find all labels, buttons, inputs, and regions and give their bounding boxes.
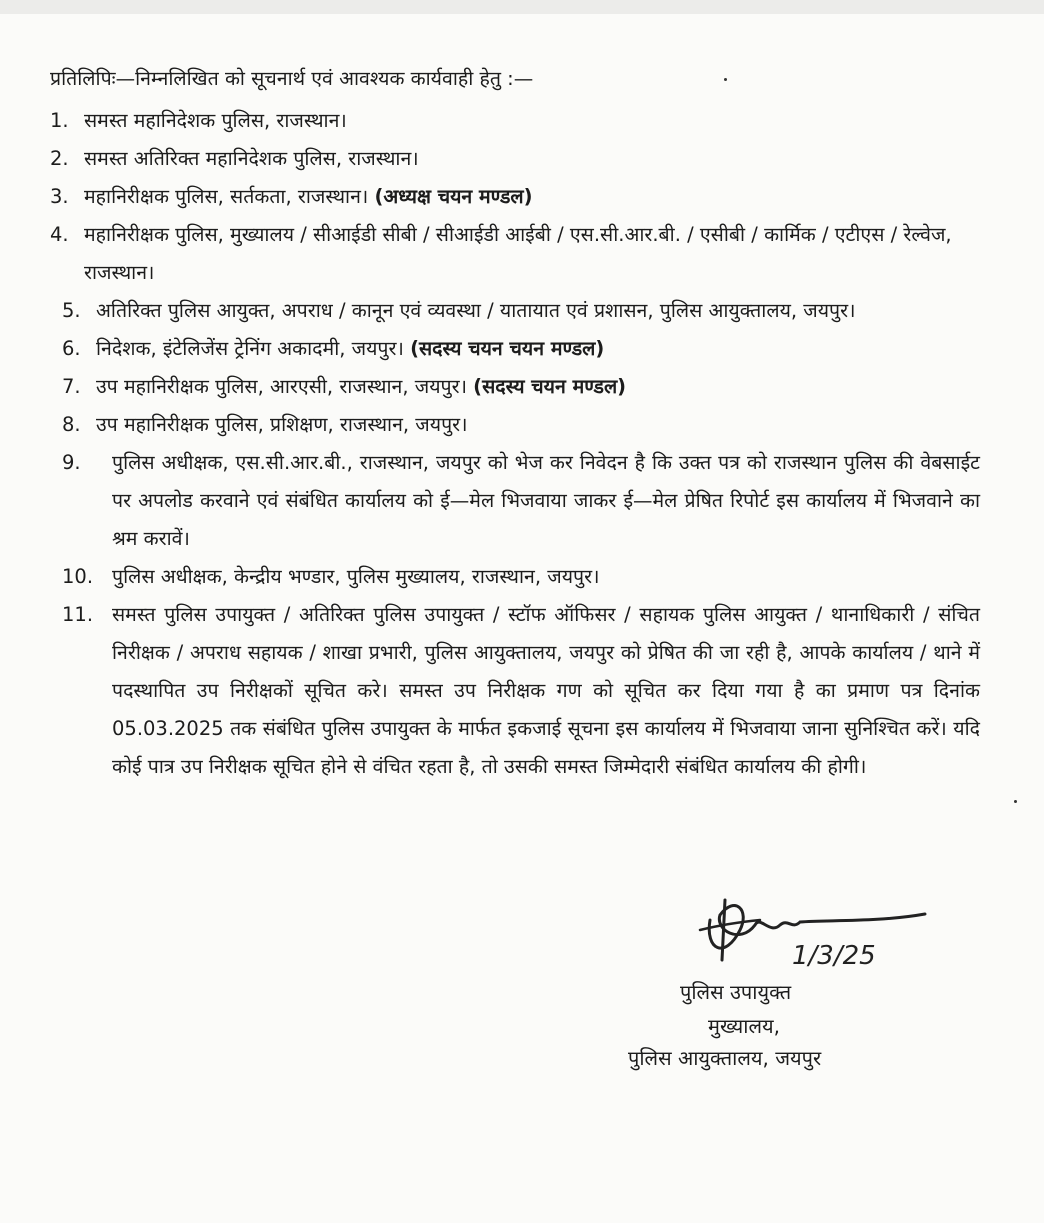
list-item xyxy=(50,140,980,178)
item-number: 10. xyxy=(62,565,94,588)
item-number: 8. xyxy=(62,413,81,436)
copy-distribution-section xyxy=(50,60,980,786)
item-number: 5. xyxy=(62,299,81,322)
signatory-office: पुलिस आयुक्तालय, जयपुर xyxy=(628,1046,822,1070)
list-item xyxy=(50,102,980,140)
list-item xyxy=(62,368,980,406)
paper-speck xyxy=(1014,800,1017,803)
copy-heading: प्रतिलिपिः—निम्नलिखित को सूचनार्थ एवं आवश्यक कार्यवाही हेतु :— xyxy=(50,67,534,90)
item-number: 11. xyxy=(62,603,94,626)
item-number: 2. xyxy=(50,147,69,170)
page-top-edge xyxy=(0,0,1044,14)
signatory-designation: पुलिस उपायुक्त xyxy=(680,980,792,1004)
item-role-note: (सदस्य चयन चयन मण्डल) xyxy=(410,337,605,360)
item-number: 3. xyxy=(50,185,69,208)
item-number: 7. xyxy=(62,375,81,398)
list-item xyxy=(50,216,980,292)
copy-recipient-list xyxy=(50,102,980,786)
list-item xyxy=(62,406,980,444)
item-text: अतिरिक्त पुलिस आयुक्त, अपराध / कानून एवं व्यवस्था / यातायात एवं प्रशासन, पुलिस आयुक्तालय, जयपुर। xyxy=(96,299,856,322)
paper-speck xyxy=(724,78,727,81)
list-item xyxy=(62,596,980,786)
item-role-note: (सदस्य चयन मण्डल) xyxy=(473,375,627,398)
item-text: समस्त पुलिस उपायुक्त / अतिरिक्त पुलिस उपायुक्त / स्टॉफ ऑफिसर / सहायक पुलिस आयुक्त / थानाधिकारी / संचित निरीक्षक / अपराध सहायक / शाखा प्रभारी, पुलिस आयुक्तालय, जयपुर को प्रेषित की जा रही है, आपके कार्यालय / थाने में पदस्थापित उप निरीक्षकों सूचित करे। समस्त उप निरीक्षक गण को सूचित कर दिया गया है का प्रमाण पत्र दिनांक 05.03.2025 तक संबंधित पुलिस उपायुक्त के मार्फत इकजाई सूचना इस कार्यालय में भिजवाया जाना सुनिश्चित करें। यदि कोई पात्र उप निरीक्षक सूचित होने से वंचित रहता है, तो उसकी समस्त जिम्मेदारी संबंधित कार्यालय की होगी। xyxy=(112,603,980,778)
signatory-department: मुख्यालय, xyxy=(708,1014,780,1038)
item-role-note: (अध्यक्ष चयन मण्डल) xyxy=(374,185,533,208)
signature-block xyxy=(600,890,980,1080)
item-number: 9. xyxy=(62,451,81,474)
item-number: 4. xyxy=(50,223,69,246)
item-text: उप महानिरीक्षक पुलिस, आरएसी, राजस्थान, जयपुर। xyxy=(96,375,474,398)
item-text: पुलिस अधीक्षक, केन्द्रीय भण्डार, पुलिस मुख्यालय, राजस्थान, जयपुर। xyxy=(112,565,600,588)
item-text: उप महानिरीक्षक पुलिस, प्रशिक्षण, राजस्थान, जयपुर। xyxy=(96,413,468,436)
item-number: 1. xyxy=(50,109,69,132)
item-text: महानिरीक्षक पुलिस, मुख्यालय / सीआईडी सीबी / सीआईडी आईबी / एस.सी.आर.बी. / एसीबी / कार्मिक / एटीएस / रेल्वेज, राजस्थान। xyxy=(84,223,952,284)
list-item xyxy=(50,178,980,216)
item-text: समस्त महानिदेशक पुलिस, राजस्थान। xyxy=(84,109,347,132)
item-text: महानिरीक्षक पुलिस, सर्तकता, राजस्थान। xyxy=(84,185,375,208)
item-text: समस्त अतिरिक्त महानिदेशक पुलिस, राजस्थान। xyxy=(84,147,419,170)
list-item xyxy=(62,330,980,368)
list-item xyxy=(62,444,980,558)
item-number: 6. xyxy=(62,337,81,360)
item-text: निदेशक, इंटेलिजेंस ट्रेनिंग अकादमी, जयपुर। xyxy=(96,337,411,360)
list-item xyxy=(62,292,980,330)
signature-date: 1/3/25 xyxy=(792,941,876,971)
list-item xyxy=(62,558,980,596)
handwritten-signature xyxy=(680,890,940,980)
item-text: पुलिस अधीक्षक, एस.सी.आर.बी., राजस्थान, जयपुर को भेज कर निवेदन है कि उक्त पत्र को राजस्थान पुलिस की वेबसाईट पर अपलोड करवाने एवं संबंधित कार्यालय को ई—मेल भिजवाया जाकर ई—मेल प्रेषित रिपोर्ट इस कार्यालय में भिजवाने का श्रम करावें। xyxy=(112,451,980,550)
